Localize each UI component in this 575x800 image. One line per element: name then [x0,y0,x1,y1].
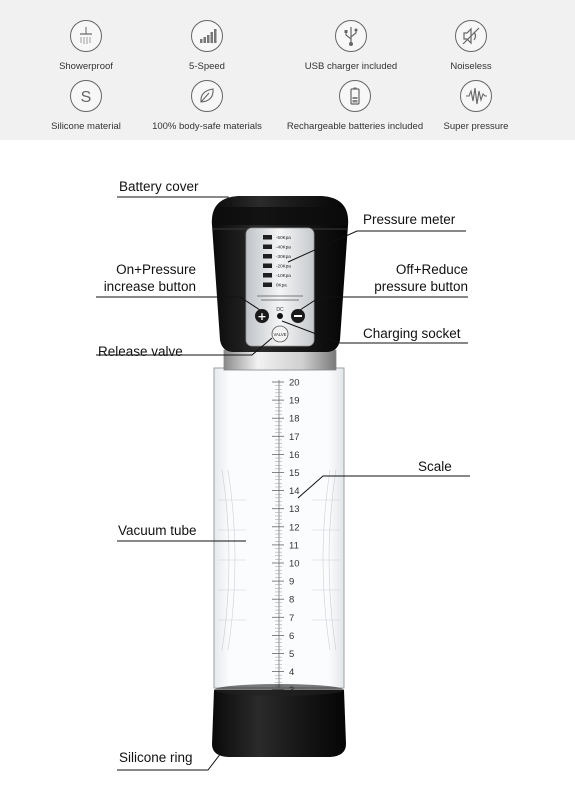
meter-label: -20Kpa [276,263,291,269]
scale-number: 5 [289,649,295,660]
scale-number: 9 [289,576,295,588]
feature-label: Rechargeable batteries included [286,121,424,132]
meter-label: 0Kpa [276,282,287,288]
callout-pressure-meter: Pressure meter [363,212,456,227]
scale-number: 20 [289,377,300,389]
scale-number: 11 [289,540,299,552]
callout-off-reduce-line2: pressure button [374,279,468,294]
control-panel [246,228,314,346]
meter-segment [263,254,272,259]
meter-label: -50Kpa [276,235,291,240]
callout-on-pressure [96,261,196,295]
feature-label: 5-Speed [189,61,225,72]
meter-label: -10Kpa [276,273,291,278]
scale-number: 18 [289,413,300,425]
scale-number: 17 [289,431,300,443]
callout-on-pressure-line1: On+Pressure [116,262,196,277]
feature-label: 100% body-safe materials [152,121,262,132]
callout-silicone-ring: Silicone ring [119,750,193,765]
scale-number: 16 [289,449,300,461]
callout-release-valve: Release valve [98,344,183,359]
svg-text:S: S [80,89,92,106]
callout-off-reduce [357,261,468,295]
feature-label: USB charger included [304,61,398,72]
callout-scale: Scale [418,459,452,474]
callout-off-reduce-line1: Off+Reduce [395,262,468,277]
battery-cover [212,207,348,225]
scale-number: 15 [289,468,300,479]
meter-label: -30Kpa [276,254,291,259]
meter-segment [263,264,272,269]
callout-charging-socket: Charging socket [363,326,461,341]
dc-label: DC [276,307,284,313]
scale-number: 12 [289,522,300,534]
scale-number: 13 [289,504,300,516]
meter-segment [263,283,272,288]
callout-vacuum-tube: Vacuum tube [118,523,197,538]
scale-number: 14 [289,486,300,498]
scale-number: 19 [289,395,300,407]
callout-on-pressure-line2: increase button [103,279,196,294]
feature-label: Silicone material [51,121,121,132]
chrome-collar [224,350,336,370]
meter-label: -40Kpa [276,244,291,250]
meter-segment [263,235,272,240]
scale-number: 10 [289,558,300,570]
charging-socket[interactable] [277,313,283,319]
callout-battery-cover: Battery cover [119,179,199,194]
plus-icon: + [257,310,267,323]
scale-number: 7 [289,612,295,624]
minus-icon [294,315,302,317]
meter-segment [263,245,272,250]
valve-label: VALVE [273,332,287,337]
meter-segment [263,273,272,278]
scale-number: 8 [289,594,295,606]
feature-label: Showerproof [59,61,113,72]
feature-label: Super pressure [443,121,509,132]
scale-number: 4 [289,667,295,679]
feature-label: Noiseless [450,61,492,72]
scale-number: 6 [289,630,295,642]
silicone-ring [212,690,346,757]
